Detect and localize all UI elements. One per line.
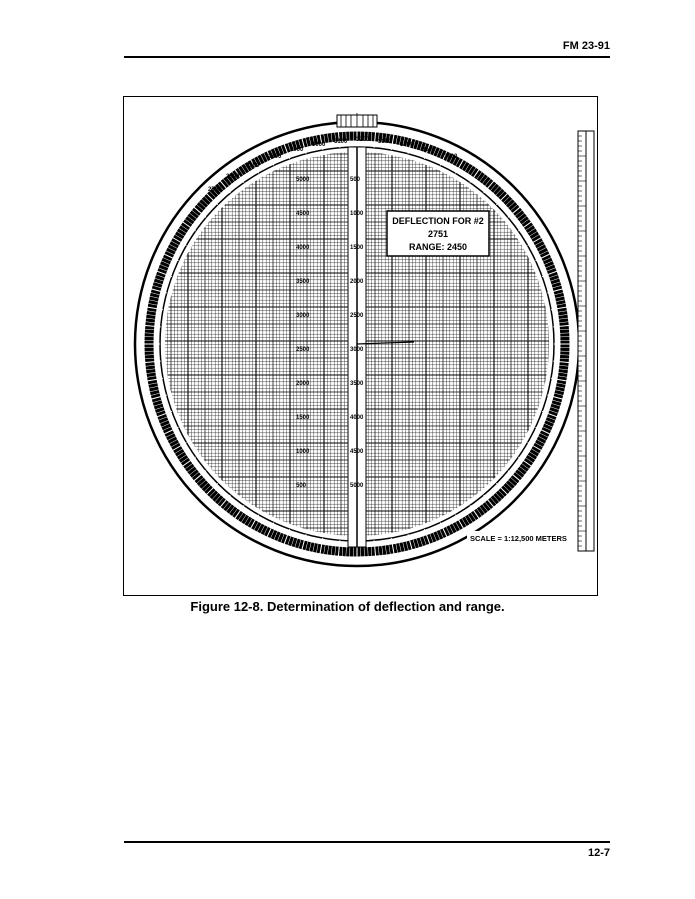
rim-label: 2600 [226,174,240,180]
grid-label: 2500 [296,347,310,353]
range-label: 3500 [350,381,364,387]
range-label: 2500 [350,313,364,319]
rim-label: 2800 [268,154,282,160]
grid-label: 3000 [296,313,310,319]
range-value: RANGE: 2450 [408,242,468,252]
page-header [124,40,610,58]
document-id: FM 23-91 [562,40,610,52]
rim-label: 2500 [208,187,222,193]
grid-label: 5000 [296,177,310,183]
rim-label: 3100 [334,139,348,145]
grid-label: 500 [296,483,307,489]
rim-label: 2700 [246,163,260,169]
range-label: 1000 [350,211,364,217]
rim-label: 3000 [312,142,326,148]
grid-label: 1000 [296,449,310,455]
deflection-value: 2751 [427,229,449,239]
range-label: 4000 [350,415,364,421]
rim-label: 3500 [422,147,436,153]
figure-caption: Figure 12-8. Determination of deflection and range. [190,599,505,614]
grid-label: 4000 [296,245,310,251]
page-number: 12-7 [587,847,610,859]
range-label: 4500 [350,449,364,455]
rim-label: 3200 [356,137,370,143]
plotting-board-illustration [124,97,599,597]
scale-label: SCALE = 1:12,500 METERS [470,534,567,543]
range-label: 5000 [350,483,364,489]
range-label: 1500 [350,245,364,251]
figure-frame [123,96,598,596]
rim-label: 3400 [400,142,414,148]
range-label: 3000 [350,347,364,353]
rim-label: 3600 [444,154,458,160]
page-footer [124,841,610,859]
grid-label: 4500 [296,211,310,217]
grid-label: 2000 [296,381,310,387]
deflection-title: DEFLECTION FOR #2 [392,216,484,226]
rim-label: 2900 [290,147,304,153]
range-label: 500 [350,177,361,183]
grid-label: 1500 [296,415,310,421]
range-label: 2000 [350,279,364,285]
grid-label: 3500 [296,279,310,285]
distance-ruler [578,131,594,551]
rim-label: 3300 [378,139,392,145]
